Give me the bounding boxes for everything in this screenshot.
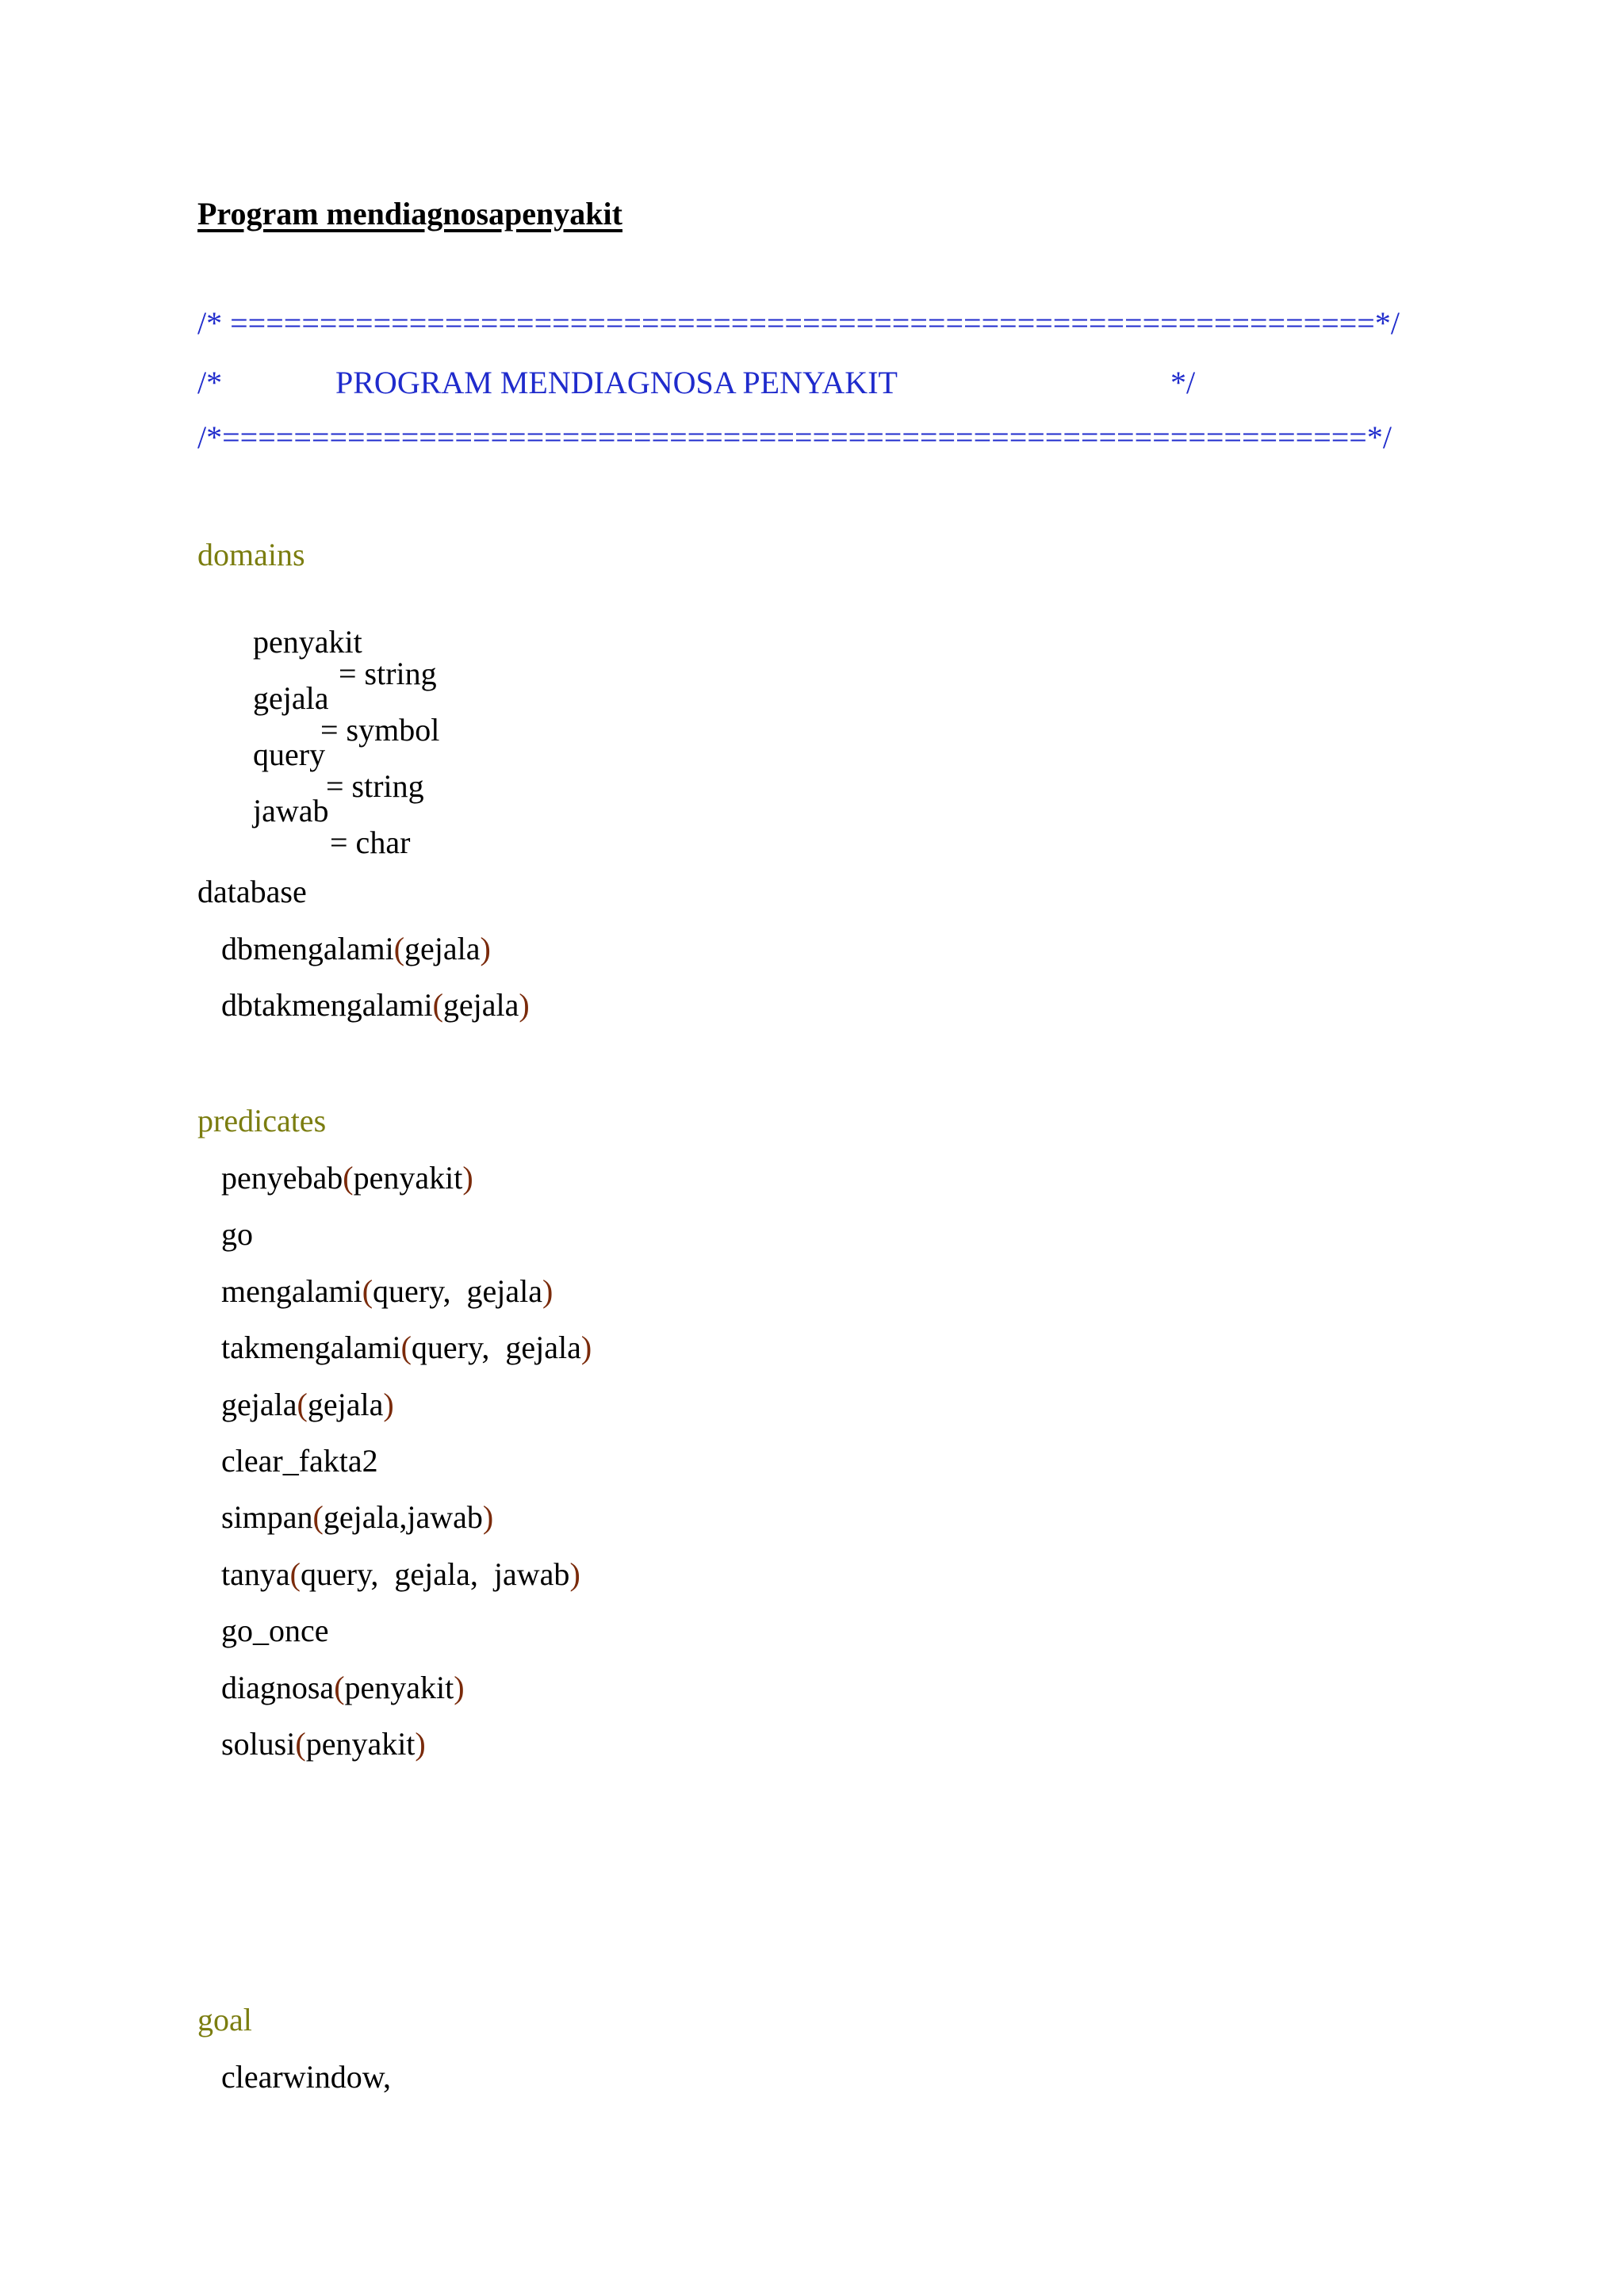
paren-open: ( — [312, 1499, 324, 1535]
predicate-entry — [221, 1615, 329, 1647]
predicate-entry — [221, 1162, 473, 1194]
paren-open: ( — [343, 1160, 354, 1196]
document-title: Program mendiagnosapenyakit — [197, 196, 622, 232]
predicate-args: query, gejala — [411, 1330, 581, 1365]
domain-type: = char — [330, 825, 411, 860]
domain-type: = string — [326, 768, 424, 804]
predicate-entry — [221, 1273, 553, 1309]
predicate-args: penyakit — [305, 1726, 416, 1762]
predicate-entry — [221, 1332, 592, 1364]
goal-keyword: goal — [197, 2002, 252, 2038]
predicate-args: gejala,jawab — [323, 1499, 483, 1535]
domains-keyword: domains — [197, 537, 305, 572]
paren-open: ( — [297, 1387, 308, 1422]
predicate-name: dbmengalami — [221, 931, 394, 966]
comment-open: /* — [197, 365, 223, 400]
predicate-entry — [221, 1672, 465, 1704]
predicate-name: go_once — [221, 1613, 329, 1648]
domain-name: jawab — [253, 793, 329, 828]
predicate-args: gejala — [404, 931, 481, 966]
domain-type: = string — [339, 656, 437, 691]
predicate-name: solusi — [221, 1726, 296, 1762]
domain-name: query — [253, 737, 326, 772]
paren-close: ) — [462, 1160, 473, 1196]
predicate-entry — [221, 1728, 426, 1760]
paren-open: ( — [432, 987, 443, 1023]
paren-open: ( — [393, 931, 405, 966]
predicate-name: simpan — [221, 1499, 313, 1535]
paren-close: ) — [415, 1726, 426, 1762]
paren-close: ) — [569, 1556, 580, 1592]
goal-entry: clearwindow, — [221, 2059, 391, 2095]
predicate-entry — [221, 1216, 253, 1252]
database-entry — [221, 989, 530, 1021]
predicate-entry — [221, 1445, 378, 1477]
predicate-args: query, gejala, jawab — [300, 1556, 570, 1592]
database-entry — [221, 933, 491, 965]
predicate-name: mengalami — [221, 1273, 362, 1309]
paren-close: ) — [454, 1670, 465, 1705]
paren-open: ( — [400, 1330, 412, 1365]
comment-line-top: /* ================================================================*/ — [197, 305, 1400, 341]
comment-line-bottom: /*================================================================*/ — [197, 419, 1392, 455]
predicate-entry — [221, 1556, 580, 1592]
predicate-name: tanya — [221, 1556, 290, 1592]
predicate-name: clear_fakta2 — [221, 1443, 378, 1479]
predicate-args: gejala — [307, 1387, 384, 1422]
predicates-keyword: predicates — [197, 1103, 327, 1138]
predicate-args: penyakit — [344, 1670, 454, 1705]
paren-close: ) — [580, 1330, 592, 1365]
paren-close: ) — [480, 931, 491, 966]
paren-open: ( — [289, 1556, 301, 1592]
comment-close: */ — [1170, 365, 1196, 400]
predicate-name: dbtakmengalami — [221, 987, 433, 1023]
paren-close: ) — [542, 1273, 553, 1309]
predicate-name: gejala — [221, 1387, 297, 1422]
domain-name: penyakit — [253, 624, 362, 660]
domain-type: = symbol — [320, 712, 440, 748]
predicate-entry — [221, 1499, 494, 1535]
database-keyword: database — [197, 874, 307, 909]
predicate-name: penyebab — [221, 1160, 343, 1196]
predicate-name: takmengalami — [221, 1330, 401, 1365]
predicate-args: gejala — [442, 987, 519, 1023]
comment-heading: PROGRAM MENDIAGNOSA PENYAKIT — [335, 365, 898, 400]
paren-open: ( — [295, 1726, 306, 1762]
paren-close: ) — [383, 1387, 394, 1422]
paren-open: ( — [334, 1670, 345, 1705]
paren-open: ( — [362, 1273, 373, 1309]
predicate-args: penyakit — [353, 1160, 463, 1196]
domain-name: gejala — [253, 680, 329, 716]
predicate-entry — [221, 1389, 394, 1421]
predicate-name: diagnosa — [221, 1670, 335, 1705]
paren-close: ) — [519, 987, 530, 1023]
predicate-name: go — [221, 1216, 253, 1252]
paren-close: ) — [482, 1499, 494, 1535]
predicate-args: query, gejala — [373, 1273, 543, 1309]
